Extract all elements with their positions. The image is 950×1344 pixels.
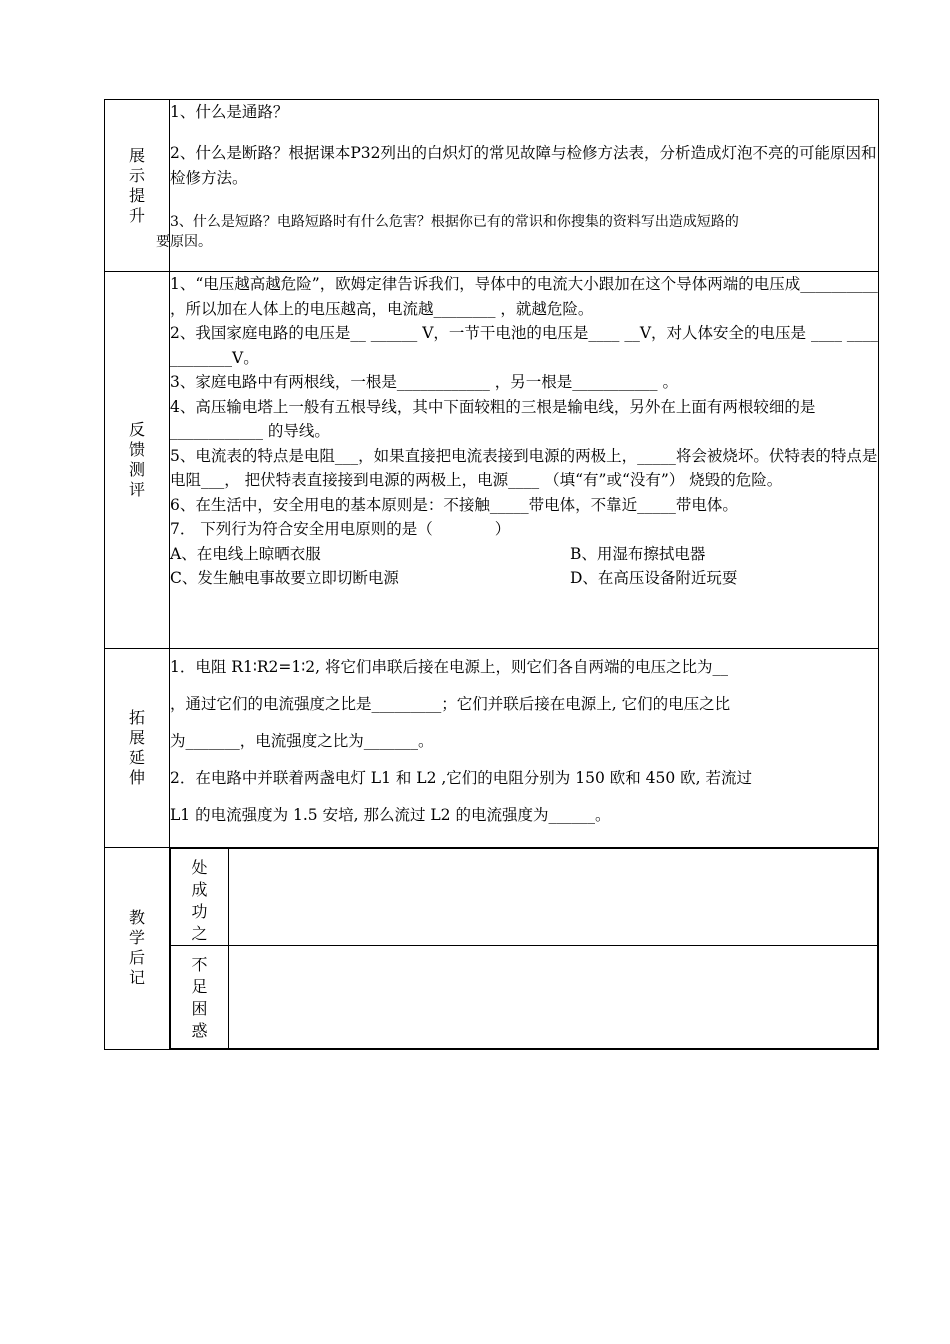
question-2-line-2: L1 的电流强度为 1.5 安培, 那么流过 L2 的电流强度为______。 [170,806,611,824]
question-2: 2、我国家庭电路的电压是__ ______ V，一节干电池的电压是____ __V，对人体安全的电压是 ____ ____ ________V。 [170,324,878,367]
label-char: 成 [191,880,208,899]
section-content-zhanshi [156,100,879,272]
question-1: 1、“电压越高越危险”，欧姆定律告诉我们，导体中的电流大小跟加在这个导体两端的电压成__________ ，所以加在人体上的电压越高，电流越________ ，就越危险。 [170,275,878,318]
shortfall-label [171,946,229,1049]
label-char: 馈 [128,440,145,459]
success-notes-area[interactable] [229,849,878,946]
label-char: 功 [191,902,208,921]
label-char: 记 [128,967,145,987]
section-label-fankui [105,272,170,649]
option-c: C、发生触电事故要立即切断电源 [170,569,399,587]
label-char: 学 [128,927,145,947]
question-1: 1、什么是通路？ [170,103,289,121]
label-char: 拓 [128,708,145,727]
lesson-sheet [104,99,879,1050]
section-zhanshi [105,100,879,272]
label-char: 不 [191,955,208,974]
question-3: 3、什么是短路？电路短路时有什么危害？根据你已有的常识和你搜集的资料写出造成短路的 [170,214,739,230]
label-char: 升 [128,205,145,225]
label-char: 教 [128,907,145,927]
question-3: 3、家庭电路中有两根线，一根是____________ ，另一根是___________ 。 [170,373,678,391]
section-content-fankui [170,272,879,649]
label-char: 示 [128,165,145,185]
question-4: 4、高压输电塔上一般有五根导线，其中下面较粗的三根是输电线，另外在上面有两根较细的是____________ 的导线。 [170,397,816,440]
shortfall-notes-area[interactable] [229,946,878,1049]
label-char: 反 [128,420,145,439]
question-5: 5、电流表的特点是电阻___，如果直接把电流表接到电源的两极上，_____将会被烧坏。伏特表的特点是电阻___， 把伏特表直接接到电源的两极上，电源____ （填“有”或“没有”） 烧毁的危险。 [170,446,878,489]
reflection-success-row [171,849,878,946]
reflection-shortfall-row [171,946,878,1049]
label-char: 处 [191,858,208,877]
section-houji [105,848,879,1050]
choice-options [170,542,878,591]
question-6: 6、在生活中，安全用电的基本原则是：不接触_____带电体，不靠近_____带电体。 [170,495,738,514]
label-char: 足 [191,977,208,996]
success-label [171,849,229,946]
label-char: 展 [128,728,145,747]
section-label-houji [105,848,170,1050]
question-3-tail: 要原因。 [156,234,212,250]
section-content-houji [170,848,879,1050]
option-a: A、在电线上晾晒衣服 [170,544,321,563]
label-char: 展 [128,145,145,165]
label-char: 之 [191,924,208,943]
label-char: 后 [128,947,145,967]
section-tuozhan [105,649,879,848]
section-content-tuozhan [170,649,879,848]
label-char: 评 [128,480,145,499]
option-b: B、用湿布擦拭电器 [570,544,706,563]
section-fankui [105,272,879,649]
question-2-line-1: 2．在电路中并联着两盏电灯 L1 和 L2 ,它们的电阻分别为 150 欧和 450 欧, 若流过 [170,769,753,787]
label-char: 困 [191,999,208,1018]
question-2: 2、什么是断路？根据课本P32列出的白炽灯的常见故障与检修方法表，分析造成灯泡不亮的可能原因和检修方法。 [170,144,877,187]
section-label-tuozhan [105,649,170,848]
reflection-table [170,848,878,1049]
label-char: 提 [128,185,145,205]
question-1-line-3: 为_______，电流强度之比为_______。 [170,732,434,750]
worksheet-table [104,99,879,1050]
label-char: 惑 [191,1021,208,1040]
question-1-line-2: ，通过它们的电流强度之比是_________；它们并联后接在电源上, 它们的电压之比 [170,695,731,713]
label-char: 延 [128,748,145,767]
option-d: D、在高压设备附近玩耍 [570,569,738,587]
question-7: 7． 下列行为符合安全用电原则的是（ ） [170,520,511,538]
label-char: 伸 [128,768,145,787]
question-1-line-1: 1．电阻 R1∶R2=1∶2, 将它们串联后接在电源上，则它们各自两端的电压之比为__ [170,658,728,676]
label-char: 测 [128,460,145,479]
